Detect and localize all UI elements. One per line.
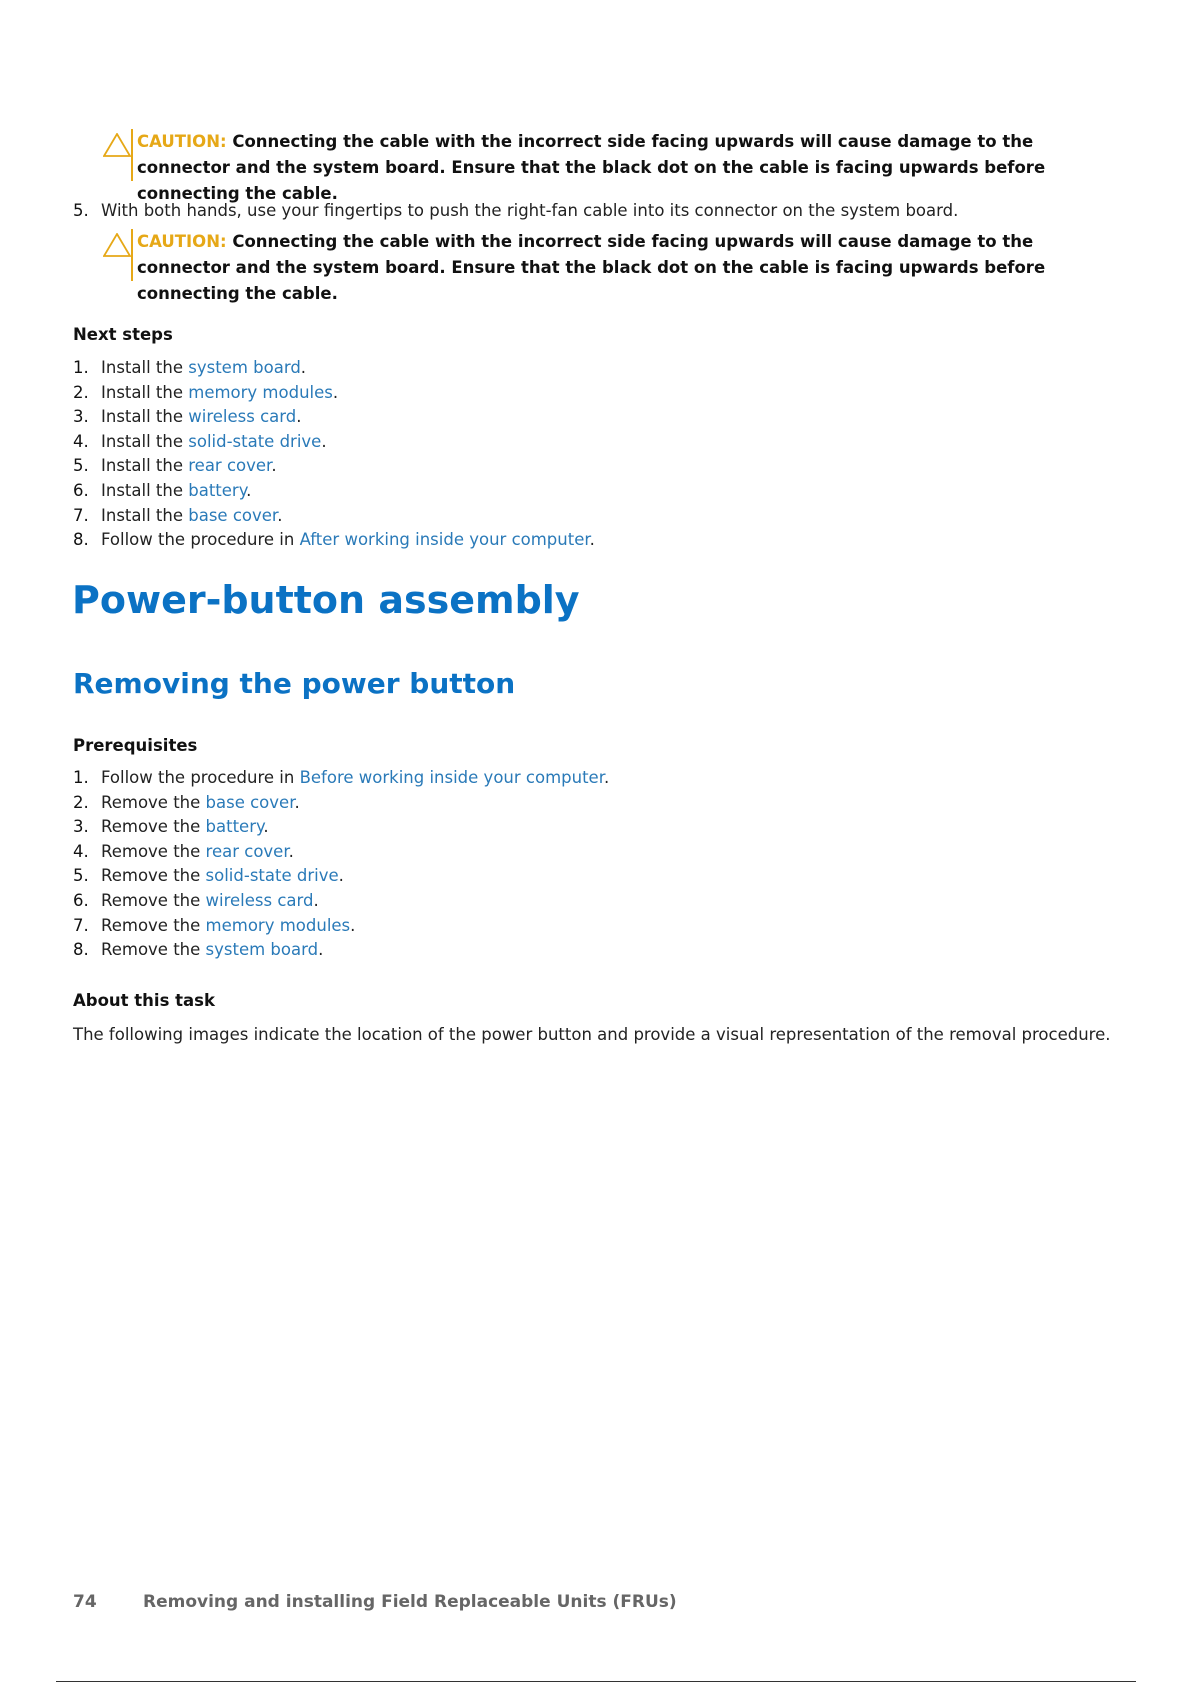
list-text: Remove the — [101, 915, 206, 935]
list-number: 3. — [73, 817, 89, 837]
list-text: Remove the — [101, 792, 206, 812]
list-number: 2. — [73, 792, 89, 812]
list-text: Remove the — [101, 841, 206, 861]
list-item — [73, 914, 609, 939]
bottom-divider — [56, 1681, 1136, 1682]
list-number: 1. — [73, 768, 89, 787]
list-text: Remove the — [101, 817, 206, 837]
list-suffix: . — [277, 505, 283, 525]
list-text: Follow the procedure in — [101, 768, 300, 787]
list-number: 7. — [73, 915, 89, 935]
prerequisites-list — [73, 766, 609, 963]
caution-triangle-icon — [103, 233, 131, 257]
list-text: Install the — [101, 456, 189, 476]
battery-link[interactable]: battery — [188, 480, 247, 500]
next-steps-heading: Next steps — [73, 325, 173, 344]
list-number: 6. — [73, 480, 89, 500]
caution-text — [137, 229, 1127, 307]
list-number: 3. — [73, 407, 89, 427]
list-item — [73, 381, 595, 406]
list-text: Install the — [101, 382, 189, 402]
list-item — [73, 938, 609, 963]
list-number: 2. — [73, 382, 89, 402]
solid-state-drive-link[interactable]: solid-state drive — [205, 866, 339, 886]
list-item — [73, 889, 609, 914]
caution-bar — [131, 229, 133, 281]
list-suffix: . — [318, 940, 324, 960]
base-cover-link[interactable]: base cover — [205, 792, 295, 812]
list-suffix: . — [321, 431, 327, 451]
list-text: Install the — [101, 505, 189, 525]
step-text: With both hands, use your fingertips to push the right-fan cable into its connector on the system board. — [101, 201, 959, 220]
list-text: Install the — [101, 358, 189, 377]
list-item — [73, 766, 609, 791]
list-suffix: . — [296, 407, 302, 427]
memory-modules-link[interactable]: memory modules — [205, 915, 351, 935]
list-suffix: . — [294, 792, 300, 812]
list-suffix: . — [246, 480, 252, 500]
list-number: 4. — [73, 431, 89, 451]
step-item — [73, 199, 958, 223]
before-working-link[interactable]: Before working inside your computer — [299, 768, 604, 787]
list-suffix: . — [313, 890, 319, 910]
list-suffix: . — [271, 456, 277, 476]
list-item — [73, 815, 609, 840]
list-number: 8. — [73, 940, 89, 960]
list-item — [73, 791, 609, 816]
battery-link[interactable]: battery — [205, 817, 264, 837]
page-number: 74 — [73, 1592, 97, 1612]
rear-cover-link[interactable]: rear cover — [188, 456, 272, 476]
caution-label: CAUTION: — [137, 232, 227, 251]
rear-cover-link[interactable]: rear cover — [205, 841, 289, 861]
list-item — [73, 479, 595, 504]
list-number: 7. — [73, 505, 89, 525]
prerequisites-heading: Prerequisites — [73, 736, 198, 755]
list-text: Install the — [101, 480, 189, 500]
list-number: 5. — [73, 866, 89, 886]
list-item — [73, 430, 595, 455]
section-title: Power-button assembly — [72, 578, 580, 622]
list-number: 6. — [73, 890, 89, 910]
list-text: Install the — [101, 407, 189, 427]
list-text: Install the — [101, 431, 189, 451]
list-item — [73, 405, 595, 430]
list-suffix: . — [589, 530, 595, 550]
list-item — [73, 356, 595, 381]
list-suffix: . — [350, 915, 356, 935]
list-number: 1. — [73, 358, 89, 377]
solid-state-drive-link[interactable]: solid-state drive — [188, 431, 322, 451]
list-item — [73, 454, 595, 479]
list-number: 5. — [73, 456, 89, 476]
subsection-title: Removing the power button — [73, 667, 516, 700]
list-suffix: . — [332, 382, 339, 402]
wireless-card-link[interactable]: wireless card — [205, 890, 314, 910]
list-number: 8. — [73, 530, 89, 550]
caution-label: CAUTION: — [137, 132, 227, 151]
list-suffix: . — [603, 768, 610, 787]
list-suffix: . — [338, 866, 344, 886]
list-suffix: . — [263, 817, 269, 837]
caution-body: Connecting the cable with the incorrect side facing upwards will cause damage to the connector and the system board. Ensure that the black dot on the cable is facing upwards before connecting the cable. — [137, 132, 1046, 203]
list-suffix: . — [300, 358, 307, 377]
about-heading: About this task — [73, 991, 215, 1010]
page-footer — [73, 1592, 677, 1612]
after-working-link[interactable]: After working inside your computer — [299, 530, 590, 550]
footer-title: Removing and installing Field Replaceable Units (FRUs) — [143, 1592, 677, 1612]
wireless-card-link[interactable]: wireless card — [188, 407, 297, 427]
list-text: Follow the procedure in — [101, 530, 300, 550]
list-item — [73, 840, 609, 865]
list-text: Remove the — [101, 866, 206, 886]
step-number: 5. — [73, 201, 89, 220]
list-number: 4. — [73, 841, 89, 861]
system-board-link[interactable]: system board — [188, 358, 301, 377]
caution-bar — [131, 129, 133, 181]
memory-modules-link[interactable]: memory modules — [188, 382, 333, 402]
list-text: Remove the — [101, 890, 206, 910]
next-steps-list — [73, 356, 595, 553]
caution-triangle-icon — [103, 133, 131, 157]
list-suffix: . — [288, 841, 294, 861]
caution-text — [137, 129, 1127, 207]
system-board-link[interactable]: system board — [205, 940, 319, 960]
list-item — [73, 528, 595, 553]
list-text: Remove the — [101, 940, 206, 960]
caution-body: Connecting the cable with the incorrect side facing upwards will cause damage to the connector and the system board. Ensure that the black dot on the cable is facing upwards before connecting the cable. — [137, 232, 1046, 303]
base-cover-link[interactable]: base cover — [188, 505, 278, 525]
list-item — [73, 864, 609, 889]
about-text: The following images indicate the location of the power button and provide a visual representation of the removal procedure. — [73, 1025, 1111, 1044]
list-item — [73, 504, 595, 529]
